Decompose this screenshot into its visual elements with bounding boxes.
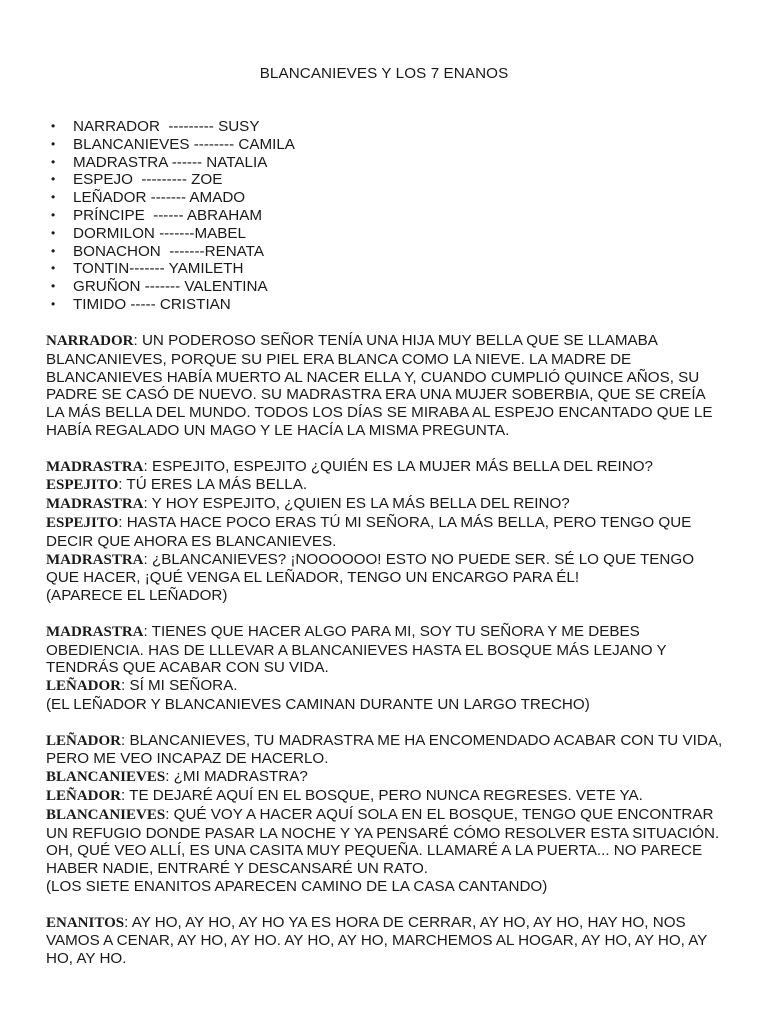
- cast-entry: DORMILON -------MABEL: [73, 224, 246, 242]
- line-text: TENDRÁS QUE ACABAR CON SU VIDA.: [46, 659, 329, 677]
- script-line: [46, 351, 736, 369]
- cast-entry: MADRASTRA ------ NATALIA: [73, 153, 268, 171]
- line-text: : TE DEJARÉ AQUÍ EN EL BOSQUE, PERO NUNCA REGRESES. VETE YA.: [121, 786, 643, 804]
- script-line: [46, 495, 736, 514]
- line-text: QUE HACER, ¡QUÉ VENGA EL LEÑADOR, TENGO UN ENCARGO PARA ÉL!: [46, 569, 580, 587]
- bullet-icon: •: [51, 225, 56, 240]
- bullet-icon: •: [51, 136, 56, 151]
- script-line: [46, 659, 736, 677]
- script-line: [46, 732, 736, 751]
- cast-list-item: [46, 118, 295, 136]
- script-line: [46, 696, 736, 714]
- line-text: : TÚ ERES LA MÁS BELLA.: [118, 476, 308, 494]
- speaker-name: BLANCANIEVES: [46, 769, 166, 786]
- script-line: [46, 422, 736, 440]
- line-text: PADRE SE CASÓ DE NUEVO. SU MADRASTRA ERA UNA MUJER SOBERBIA, QUE SE CREÍA: [46, 386, 706, 404]
- line-text: LA MÁS BELLA DEL MUNDO. TODOS LOS DÍAS SE MIRABA AL ESPEJO ENCANTADO QUE LE: [46, 404, 713, 422]
- script-line: [46, 623, 736, 642]
- script-line: [46, 806, 736, 825]
- script-line: [46, 750, 736, 768]
- line-text: HABER NADIE, ENTRARÉ Y DESCANSARÉ UN RATO.: [46, 860, 429, 878]
- script-line: [46, 587, 736, 605]
- script-line: [46, 677, 736, 696]
- script-paragraph: [46, 623, 736, 714]
- speaker-name: NARRADOR: [46, 333, 134, 349]
- line-text: VAMOS A CENAR, AY HO, AY HO. AY HO, AY HO, MARCHEMOS AL HOGAR, AY HO, AY HO, AY: [46, 932, 708, 950]
- speaker-name: MADRASTRA: [46, 496, 144, 513]
- line-text: : Y HOY ESPEJITO, ¿QUIEN ES LA MÁS BELLA DEL REINO?: [143, 495, 570, 513]
- speaker-name: MADRASTRA: [46, 623, 144, 640]
- bullet-icon: •: [51, 154, 56, 169]
- line-text: : ¿BLANCANIEVES? ¡NOOOOOO! ESTO NO PUEDE SER. SÉ LO QUE TENGO: [143, 550, 695, 568]
- speaker-name: ENANITOS: [46, 914, 125, 931]
- cast-list-item: [46, 136, 295, 154]
- speaker-name: LEÑADOR: [46, 732, 122, 749]
- line-text: DECIR QUE AHORA ES BLANCANIEVES.: [46, 532, 337, 550]
- line-text: : TIENES QUE HACER ALGO PARA MI, SOY TU SEÑORA Y ME DEBES: [143, 622, 640, 640]
- script-line: [46, 533, 736, 551]
- cast-list-item: [46, 154, 295, 172]
- bullet-icon: •: [51, 261, 56, 276]
- speaker-name: MADRASTRA: [46, 458, 144, 475]
- cast-entry: PRÍNCIPE ------ ABRAHAM: [73, 206, 263, 224]
- cast-entry: LEÑADOR ------- AMADO: [73, 189, 246, 207]
- cast-entry: NARRADOR --------- SUSY: [73, 118, 260, 135]
- cast-list-item: [46, 171, 295, 189]
- cast-list-item: [46, 243, 295, 261]
- cast-list-item: [46, 278, 295, 296]
- bullet-icon: •: [51, 172, 56, 187]
- script-line: [46, 569, 736, 587]
- line-text: BLANCANIEVES, PORQUE SU PIEL ERA BLANCA COMO LA NIEVE. LA MADRE DE: [46, 350, 632, 368]
- cast-list-item: [46, 296, 295, 314]
- script-paragraph: [46, 732, 736, 896]
- script-line: [46, 878, 736, 896]
- cast-entry: TONTIN------- YAMILETH: [73, 260, 244, 278]
- line-text: : ESPEJITO, ESPEJITO ¿QUIÉN ES LA MUJER MÁS BELLA DEL REINO?: [143, 457, 653, 475]
- script-line: [46, 825, 736, 843]
- cast-list: [46, 118, 295, 314]
- line-text: PERO ME VEO INCAPAZ DE HACERLO.: [46, 750, 329, 768]
- speaker-name: LEÑADOR: [46, 678, 122, 695]
- speaker-name: MADRASTRA: [46, 551, 144, 568]
- line-text: : SÍ MI SEÑORA.: [121, 677, 238, 695]
- script-line: [46, 860, 736, 878]
- script-line: [46, 842, 736, 860]
- line-text: : QUÉ VOY A HACER AQUÍ SOLA EN EL BOSQUE, TENGO QUE ENCONTRAR: [165, 805, 714, 823]
- bullet-icon: •: [51, 119, 56, 133]
- script-line: [46, 332, 736, 351]
- script-line: [46, 386, 736, 404]
- line-text: HABÍA REGALADO UN MAGO Y LE HACÍA LA MISMA PREGUNTA.: [46, 421, 510, 439]
- bullet-icon: •: [51, 296, 56, 311]
- line-text: UN REFUGIO DONDE PASAR LA NOCHE Y YA PENSARÉ CÓMO RESOLVER ESTA SITUACIÓN.: [46, 824, 720, 842]
- cast-list-item: [46, 260, 295, 278]
- bullet-icon: •: [51, 279, 56, 294]
- speaker-name: ESPEJITO: [46, 514, 119, 531]
- bullet-icon: •: [51, 243, 56, 258]
- document-title: BLANCANIEVES Y LOS 7 ENANOS: [259, 65, 509, 82]
- line-text: : HASTA HACE POCO ERAS TÚ MI SEÑORA, LA MÁS BELLA, PERO TENGO QUE: [118, 513, 692, 531]
- script-line: [46, 932, 736, 950]
- script-line: [46, 768, 736, 787]
- line-text: OBEDIENCIA. HAS DE LLLEVAR A BLANCANIEVES HASTA EL BOSQUE MÁS LEJANO Y: [46, 641, 667, 659]
- cast-list-item: [46, 207, 295, 225]
- script-line: [46, 404, 736, 422]
- cast-list-item: [46, 225, 295, 243]
- script-line: [46, 642, 736, 660]
- line-text: : UN PODEROSO SEÑOR TENÍA UNA HIJA MUY BELLA QUE SE LLAMABA: [133, 332, 658, 349]
- cast-entry: BONACHON -------RENATA: [73, 242, 264, 260]
- line-text: (APARECE EL LEÑADOR): [46, 587, 228, 605]
- script-paragraph: [46, 458, 736, 605]
- speaker-name: LEÑADOR: [46, 787, 122, 804]
- line-text: (LOS SIETE ENANITOS APARECEN CAMINO DE LA CASA CANTANDO): [46, 877, 548, 895]
- line-text: : AY HO, AY HO, AY HO YA ES HORA DE CERRAR, AY HO, AY HO, HAY HO, NOS: [124, 913, 686, 931]
- script-paragraph: [46, 332, 736, 440]
- speaker-name: BLANCANIEVES: [46, 806, 166, 823]
- script-line: [46, 458, 736, 477]
- script-line: [46, 476, 736, 495]
- cast-entry: GRUÑON ------- VALENTINA: [73, 278, 268, 296]
- line-text: : BLANCANIEVES, TU MADRASTRA ME HA ENCOMENDADO ACABAR CON TU VIDA,: [121, 731, 723, 749]
- script-line: [46, 551, 736, 570]
- script-line: [46, 950, 736, 968]
- bullet-icon: •: [51, 207, 56, 222]
- script-line: [46, 369, 736, 387]
- script-body: [46, 332, 736, 986]
- line-text: OH, QUÉ VEO ALLÍ, ES UNA CASITA MUY PEQUEÑA. LLAMARÉ A LA PUERTA... NO PARECE: [46, 842, 703, 860]
- script-line: [46, 787, 736, 806]
- script-line: [46, 914, 736, 933]
- bullet-icon: •: [51, 190, 56, 205]
- cast-entry: ESPEJO --------- ZOE: [73, 171, 223, 189]
- line-text: HO, AY HO.: [46, 950, 127, 968]
- line-text: : ¿MI MADRASTRA?: [165, 768, 308, 786]
- cast-list-item: [46, 189, 295, 207]
- script-line: [46, 514, 736, 533]
- cast-entry: TIMIDO ----- CRISTIAN: [73, 295, 231, 313]
- script-paragraph: [46, 914, 736, 968]
- speaker-name: ESPEJITO: [46, 477, 119, 494]
- line-text: (EL LEÑADOR Y BLANCANIEVES CAMINAN DURANTE UN LARGO TRECHO): [46, 695, 590, 713]
- cast-entry: BLANCANIEVES -------- CAMILA: [73, 135, 295, 153]
- line-text: BLANCANIEVES HABÍA MUERTO AL NACER ELLA Y, CUANDO CUMPLIÓ QUINCE AÑOS, SU: [46, 368, 700, 386]
